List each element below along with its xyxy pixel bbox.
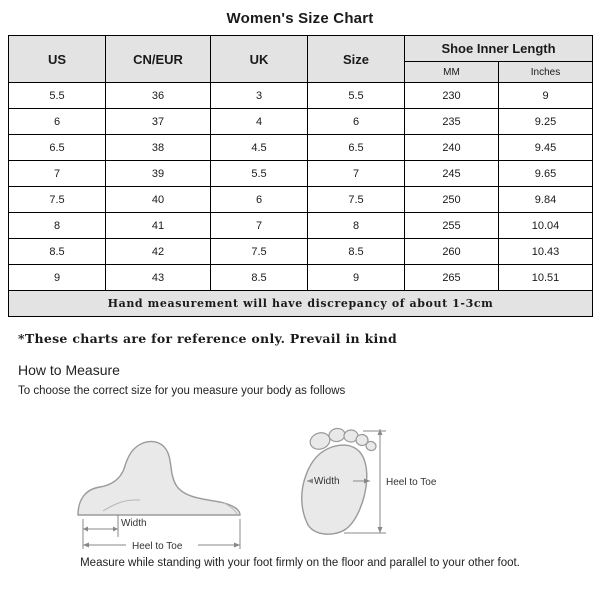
cell-size: 8 — [308, 213, 405, 239]
cell-cn-eur: 37 — [106, 109, 211, 135]
cell-cn-eur: 40 — [106, 187, 211, 213]
cell-us: 6.5 — [9, 135, 106, 161]
how-to-measure-title: How to Measure — [18, 362, 120, 378]
cell-inches: 10.51 — [499, 265, 593, 291]
cell-us: 6 — [9, 109, 106, 135]
table-note-row — [9, 291, 593, 317]
cell-cn-eur: 36 — [106, 83, 211, 109]
cell-mm: 250 — [405, 187, 499, 213]
how-to-measure-subtitle: To choose the correct size for you measure your body as follows — [18, 385, 346, 397]
cell-us: 8.5 — [9, 239, 106, 265]
col-header-uk: UK — [211, 36, 308, 83]
col-header-size: Size — [308, 36, 405, 83]
top-heel-to-toe-label: Heel to Toe — [386, 477, 437, 488]
table-row — [9, 187, 593, 213]
cell-cn-eur: 42 — [106, 239, 211, 265]
side-heel-to-toe-label: Heel to Toe — [132, 541, 183, 552]
table-header-row-main — [9, 36, 593, 62]
table-row — [9, 265, 593, 291]
cell-inches: 9.65 — [499, 161, 593, 187]
page-title: Women's Size Chart — [226, 10, 374, 27]
cell-cn-eur: 43 — [106, 265, 211, 291]
table-row — [9, 213, 593, 239]
cell-size: 6 — [308, 109, 405, 135]
table-body — [9, 83, 593, 317]
cell-inches: 10.04 — [499, 213, 593, 239]
cell-uk: 8.5 — [211, 265, 308, 291]
cell-cn-eur: 39 — [106, 161, 211, 187]
col-header-mm: MM — [405, 62, 499, 83]
cell-mm: 230 — [405, 83, 499, 109]
top-width-label: Width — [314, 476, 340, 487]
table-row — [9, 161, 593, 187]
cell-us: 7 — [9, 161, 106, 187]
cell-uk: 5.5 — [211, 161, 308, 187]
cell-inches: 9.25 — [499, 109, 593, 135]
table-row — [9, 109, 593, 135]
measurement-figures — [8, 403, 592, 553]
cell-inches: 10.43 — [499, 239, 593, 265]
cell-uk: 3 — [211, 83, 308, 109]
cell-inches: 9 — [499, 83, 593, 109]
cell-mm: 235 — [405, 109, 499, 135]
measure-caption: Measure while standing with your foot firmly on the floor and parallel to your other foot. — [80, 557, 520, 569]
cell-size: 5.5 — [308, 83, 405, 109]
cell-inches: 9.45 — [499, 135, 593, 161]
side-width-label: Width — [121, 518, 147, 529]
disclaimer-text: *These charts are for reference only. Prevail in kind — [18, 331, 398, 346]
cell-cn-eur: 41 — [106, 213, 211, 239]
cell-mm: 255 — [405, 213, 499, 239]
table-header — [9, 36, 593, 83]
cell-cn-eur: 38 — [106, 135, 211, 161]
cell-us: 5.5 — [9, 83, 106, 109]
table-row — [9, 83, 593, 109]
cell-uk: 7 — [211, 213, 308, 239]
table-row — [9, 135, 593, 161]
cell-mm: 240 — [405, 135, 499, 161]
cell-mm: 265 — [405, 265, 499, 291]
hand-measurement-note: Hand measurement will have discrepancy of about 1-3cm — [9, 291, 593, 317]
cell-inches: 9.84 — [499, 187, 593, 213]
cell-uk: 6 — [211, 187, 308, 213]
cell-us: 9 — [9, 265, 106, 291]
cell-mm: 260 — [405, 239, 499, 265]
cell-us: 8 — [9, 213, 106, 239]
cell-uk: 4.5 — [211, 135, 308, 161]
cell-size: 8.5 — [308, 239, 405, 265]
col-header-inches: Inches — [499, 62, 593, 83]
cell-mm: 245 — [405, 161, 499, 187]
col-header-shoe-inner-length: Shoe Inner Length — [405, 36, 593, 62]
size-chart-table — [8, 35, 593, 317]
cell-size: 7.5 — [308, 187, 405, 213]
cell-size: 6.5 — [308, 135, 405, 161]
cell-size: 7 — [308, 161, 405, 187]
cell-uk: 7.5 — [211, 239, 308, 265]
cell-uk: 4 — [211, 109, 308, 135]
col-header-cn-eur: CN/EUR — [106, 36, 211, 83]
cell-size: 9 — [308, 265, 405, 291]
col-header-us: US — [9, 36, 106, 83]
foot-diagram — [8, 403, 592, 553]
side-width-dimension — [83, 515, 147, 537]
foot-side-view-icon — [78, 441, 240, 515]
table-row — [9, 239, 593, 265]
side-heel-to-toe-dimension — [83, 519, 240, 552]
cell-us: 7.5 — [9, 187, 106, 213]
